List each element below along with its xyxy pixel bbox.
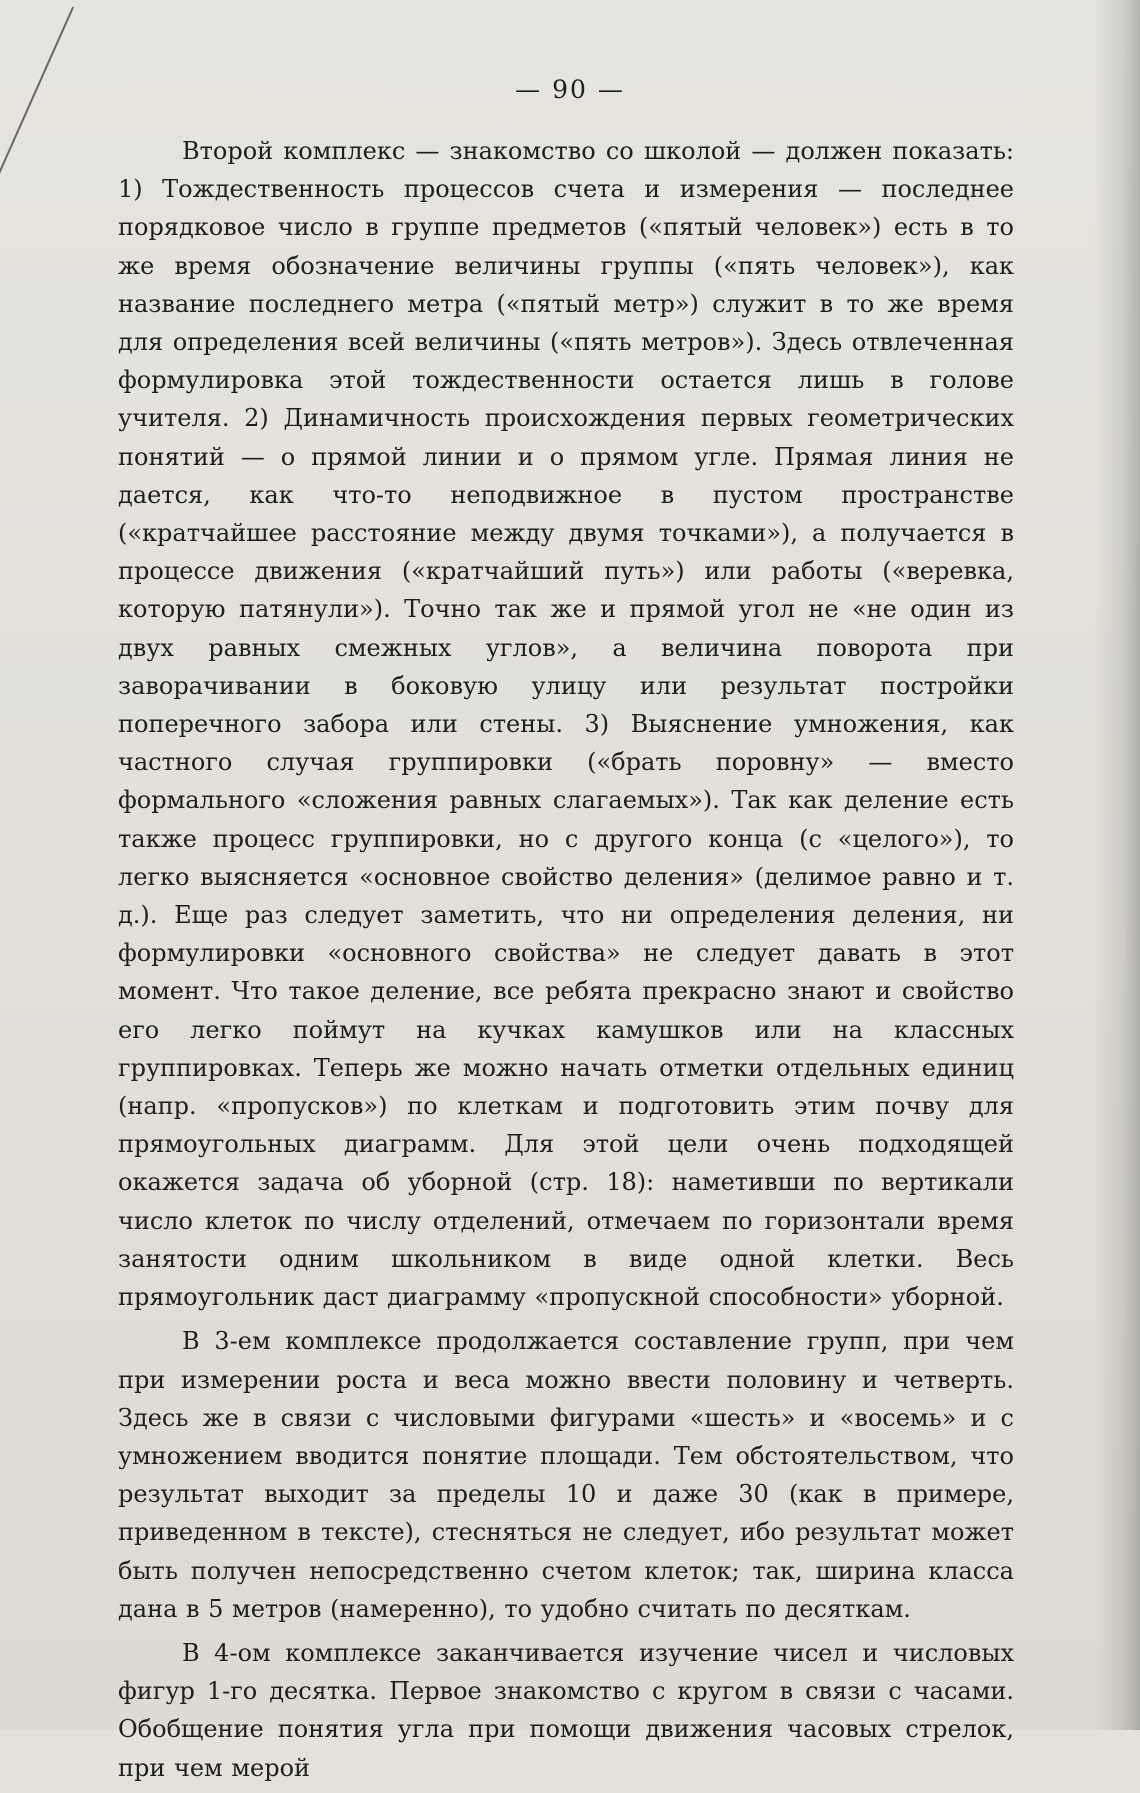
paragraph-second-complex: Второй комплекс — знакомство со школой — должен показать: 1) Тождественность процессов счета и измерения — последнее порядковое число в группе предметов («пятый человек») есть в то же время обозначение величины группы («пять человек»), как название последнего метра («пятый метр») служит в то же время для определения всей величины («пять метров»). Здесь отвлеченная формулировка этой тождественности остается лишь в голове учителя. 2) Динамичность происхождения первых геометрических понятий — о прямой линии и о прямом угле. Прямая линия не дается, как что-то неподвижное в пустом пространстве («кратчайшее расстояние между двумя точками»), а получается в процессе движения («кратчайший путь») или работы («веревка, которую патянули»). Точно так же и прямой угол не «не один из двух равных смежных углов», а величина поворота при заворачивании в боковую улицу или результат постройки поперечного забора или стены. 3) Выяснение умножения, как частного случая группировки («брать поровну» — вместо формального «сложения равных слагаемых»). Так как деление есть также процесс группировки, но с другого конца (с «целого»), то легко выясняется «основное свойство деления» (делимое равно и т. д.). Еще раз следует заметить, что ни определения деления, ни формулировки «основного свойства» не следует давать в этот момент. Что такое деление, все ребята прекрасно знают и свойство его легко поймут на кучках камушков или на классных группировках. Теперь же можно начать отметки отдельных единиц (напр. «пропусков») по клеткам и подготовить этим почву для прямоугольных диаграмм. Для этой цели очень подходящей окажется задача об уборной (стр. 18): наметивши по вертикали число клеток по числу отделений, отмечаем по горизонтали время занятости одним школьником в виде одной клетки. Весь прямоугольник даст диаграмму «пропускной способности» уборной.	[118, 137, 1014, 1312]
page-number: — 90 —	[515, 75, 625, 104]
paragraph-third-complex: В 3-ем комплексе продолжается составление групп, при чем при измерении роста и веса можно ввести половину и четверть. Здесь же в связи с числовыми фигурами «шесть» и «восемь» и с умножением вводится понятие площади. Тем обстоятельством, что результат выходит за пределы 10 и даже 30 (как в примере, приведенном в тексте), стесняться не следует, ибо результат может быть получен непосредственно счетом клеток; так, ширина класса дана в 5 метров (намеренно), то удобно считать по десяткам.	[118, 1327, 1014, 1623]
paragraph-fourth-complex: В 4-ом комплексе заканчивается изучение чисел и числовых фигур 1-го десятка. Первое знакомство с кругом в связи с часами. Обобщение понятия угла при помощи движения часовых стрелок, при чем мерой	[118, 1638, 1014, 1782]
binding-shadow	[1094, 0, 1140, 1730]
body-text	[118, 132, 1014, 1793]
